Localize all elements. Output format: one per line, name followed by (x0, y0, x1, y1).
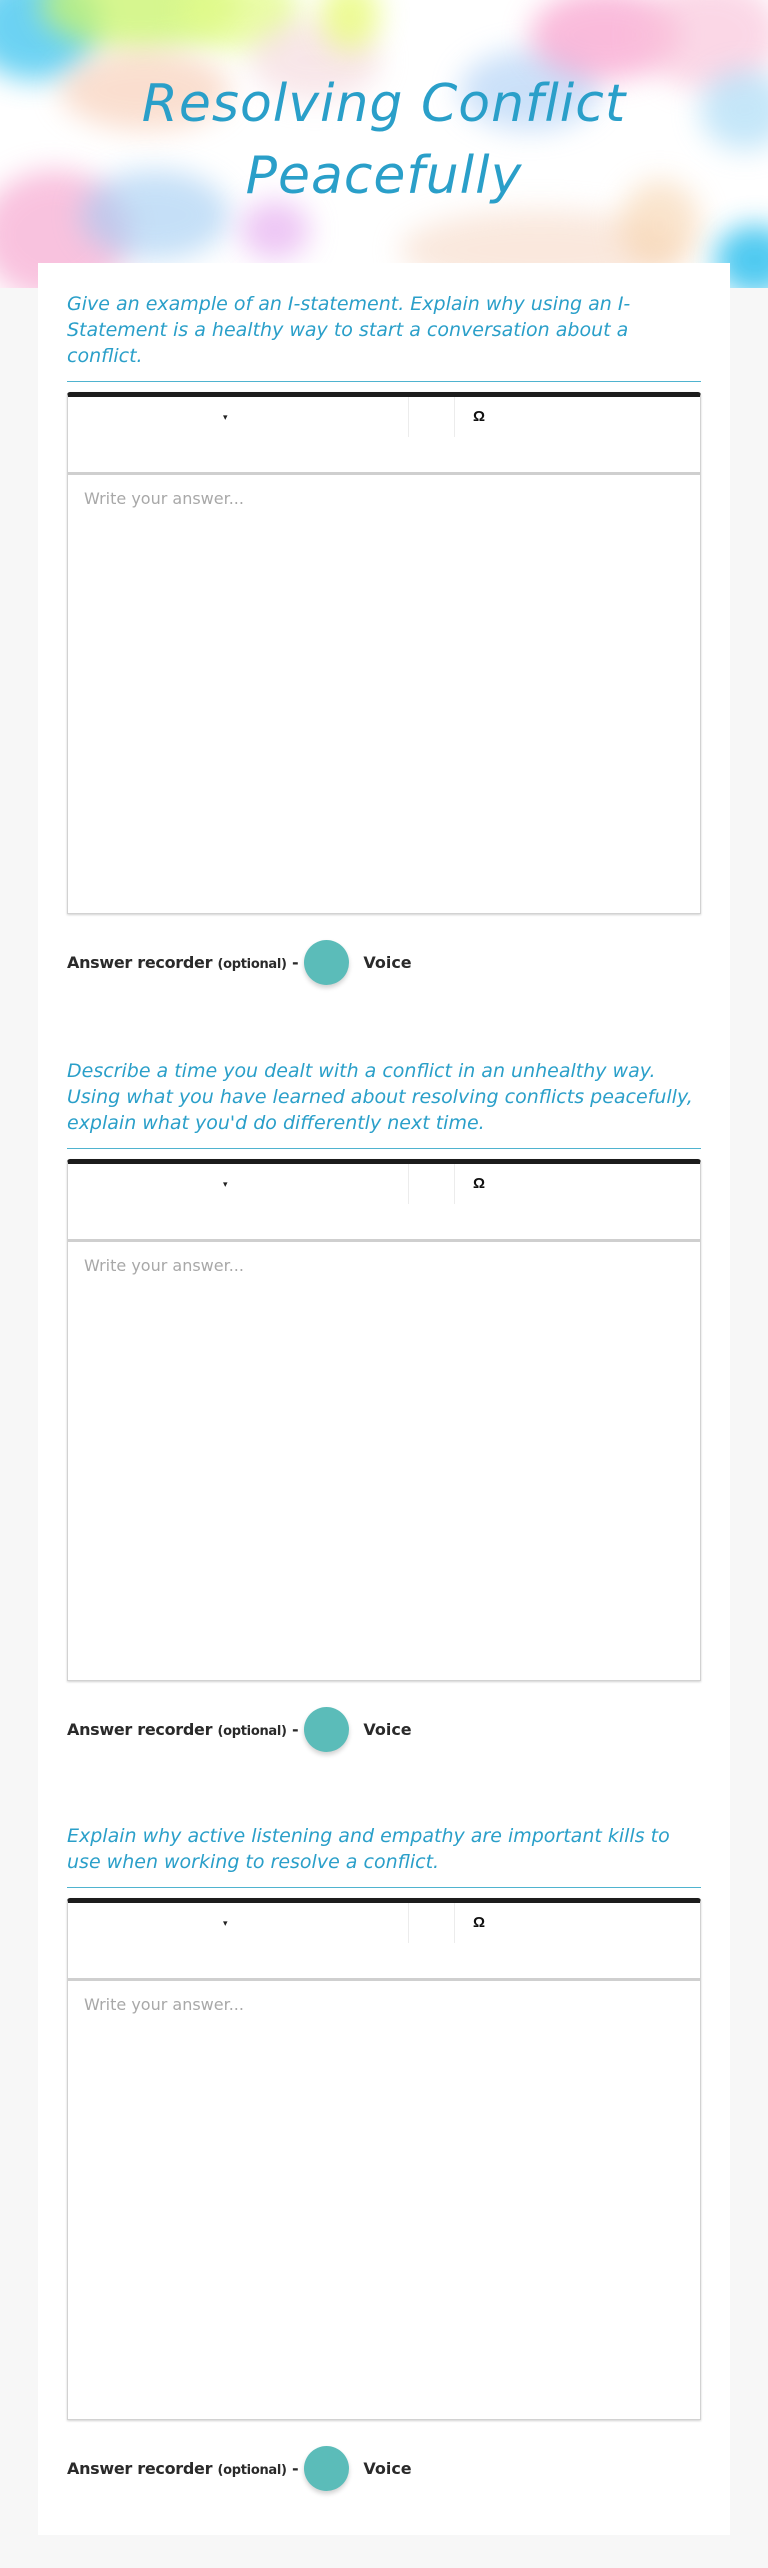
toolbar-divider (454, 1903, 455, 1943)
worksheet-card (38, 263, 730, 2535)
answer-input[interactable] (68, 475, 700, 913)
toolbar-divider (408, 397, 409, 437)
toolbar-divider (454, 1164, 455, 1204)
format-dropdown-chevron-down-icon[interactable]: ▾ (223, 1179, 228, 1189)
recorder-dash: - (291, 952, 299, 972)
question-prompt: Describe a time you dealt with a conflict in an unhealthy way. Using what you have learned about resolving conflicts peacefully, explain what you'd do differently next time. (67, 1058, 701, 1149)
recorder-mode-label: Voice (363, 952, 412, 972)
format-dropdown-chevron-down-icon[interactable]: ▾ (223, 1918, 228, 1928)
recorder-label (67, 1720, 298, 1739)
recorder-dash: - (291, 1719, 299, 1739)
toolbar-divider (408, 1903, 409, 1943)
recorder-optional-text: (optional) (217, 2462, 287, 2478)
page-title-line-1: Resolving Conflict (141, 74, 627, 134)
recorder-mode-label: Voice (363, 1719, 412, 1739)
special-character-omega-icon[interactable]: Ω (473, 1914, 486, 1931)
special-character-omega-icon[interactable]: Ω (473, 1175, 486, 1192)
recorder-label-text: Answer recorder (67, 952, 213, 972)
answer-editor (67, 1898, 701, 2420)
question-block-3 (67, 1823, 701, 2492)
answer-editor (67, 392, 701, 914)
recorder-optional-text: (optional) (217, 1723, 287, 1739)
answer-recorder (67, 2444, 701, 2492)
question-prompt: Explain why active listening and empathy are important kills to use when working to resolve a conflict. (67, 1823, 701, 1888)
toolbar-divider (454, 397, 455, 437)
recorder-dash: - (291, 2458, 299, 2478)
header-banner (0, 0, 768, 288)
answer-editor (67, 1159, 701, 1681)
recorder-mode-label: Voice (363, 2458, 412, 2478)
page-title (0, 68, 768, 212)
editor-toolbar (68, 397, 700, 475)
recorder-optional-text: (optional) (217, 956, 287, 972)
question-block-1 (67, 291, 701, 986)
record-voice-button[interactable] (304, 940, 349, 985)
page-title-line-2: Peacefully (245, 146, 523, 206)
recorder-label-text: Answer recorder (67, 2458, 213, 2478)
format-dropdown-chevron-down-icon[interactable]: ▾ (223, 412, 228, 422)
editor-toolbar (68, 1903, 700, 1981)
special-character-omega-icon[interactable]: Ω (473, 408, 486, 425)
question-block-2 (67, 1058, 701, 1753)
editor-toolbar (68, 1164, 700, 1242)
recorder-label-text: Answer recorder (67, 1719, 213, 1739)
record-voice-button[interactable] (304, 2446, 349, 2491)
answer-input[interactable] (68, 1981, 700, 2419)
answer-recorder (67, 1705, 701, 1753)
toolbar-divider (408, 1164, 409, 1204)
question-prompt: Give an example of an I-statement. Explain why using an I-Statement is a healthy way to start a conversation about a conflict. (67, 291, 701, 382)
answer-input[interactable] (68, 1242, 700, 1680)
answer-recorder (67, 938, 701, 986)
recorder-label (67, 953, 298, 972)
record-voice-button[interactable] (304, 1707, 349, 1752)
recorder-label (67, 2459, 298, 2478)
